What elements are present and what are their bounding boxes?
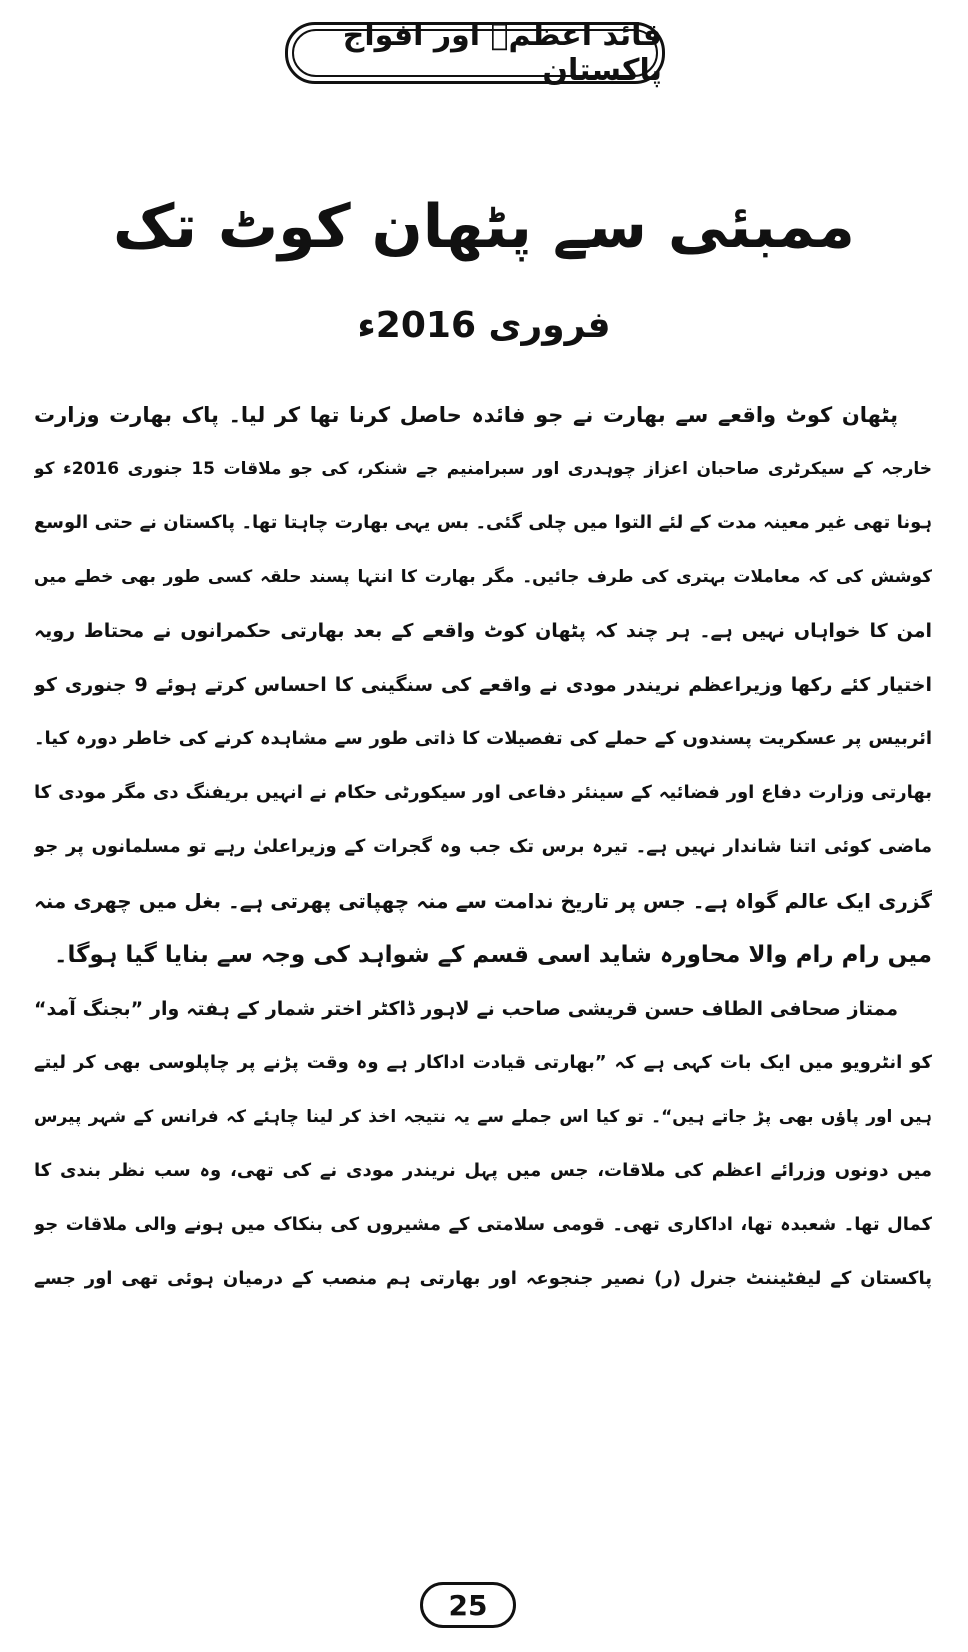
text-line: پاکستان کے لیفٹیننٹ جنرل (ر) نصیر جنجوعہ اور بھارتی ہم منصب کے درمیان ہوئی تھی اور جسے — [34, 1268, 932, 1289]
page-number-text: 25 — [448, 1588, 488, 1622]
text-line: ہونا تھی غیر معینہ مدت کے لئے التوا میں چلی گئی۔ بس یہی بھارت چاہتا تھا۔ پاکستان نے حتی الوسع — [34, 512, 932, 533]
chapter-date: فروری 2016ء — [357, 305, 611, 346]
text-line: ائربیس پر عسکریت پسندوں کے حملے کی تفصیلات کا ذاتی طور سے مشاہدہ کرنے کی خاطر دورہ کیا۔ — [34, 728, 932, 749]
text-line: ہیں اور پاؤں بھی پڑ جاتے ہیں“۔ تو کیا اس جملے سے یہ نتیجہ اخذ کر لینا چاہئے کہ فرانس کے شہر پیرس — [34, 1107, 932, 1127]
text-line: کمال تھا۔ شعبدہ تھا، اداکاری تھی۔ قومی سلامتی کے مشیروں کی بنکاک میں ہونے والی ملاقات جو — [34, 1214, 932, 1235]
body-text — [34, 388, 932, 1306]
text-line: خارجہ کے سیکرٹری صاحبان اعزاز چوہدری اور سبرامنیم جے شنکر، کی جو ملاقات 15 جنوری 2016ء کو — [34, 459, 932, 479]
text-line: پٹھان کوٹ واقعے سے بھارت نے جو فائدہ حاصل کرنا تھا کر لیا۔ پاک بھارت وزارت — [34, 403, 898, 427]
page-number — [420, 1582, 516, 1628]
text-line: اختیار کئے رکھا وزیراعظم نریندر مودی نے واقعے کی سنگینی کا احساس کرتے ہوئے 9 جنوری کو — [34, 674, 932, 696]
text-line: گزری ایک عالم گواہ ہے۔ جس پر تاریخ ندامت سے منہ چھپاتی پھرتی ہے۔ بغل میں چھری منہ — [34, 889, 932, 913]
text-line: ممتاز صحافی الطاف حسن قریشی صاحب نے لاہور ڈاکٹر اختر شمار کے ہفتہ وار ”بجنگ آمد“ — [34, 998, 898, 1020]
text-line: امن کا خواہاں نہیں ہے۔ ہر چند کہ پٹھان کوٹ واقعے کے بعد بھارتی حکمرانوں نے محتاط رویہ — [34, 620, 932, 642]
text-line: کوشش کی کہ معاملات بہتری کی طرف جائیں۔ مگر بھارت کا انتہا پسند حلقہ کسی طور بھی خطے میں — [34, 567, 932, 587]
text-line: میں دونوں وزرائے اعظم کی ملاقات، جس میں پہل نریندر مودی نے کی تھی، وہ سب نظر بندی کا — [34, 1160, 932, 1181]
running-header-text: قائد اعظمؒ اور افواج پاکستان — [342, 18, 662, 88]
running-header — [285, 18, 665, 88]
text-line: بھارتی وزارت دفاع اور فضائیہ کے سینئر دفاعی اور سیکورٹی حکام نے انہیں بریفنگ دی مگر مودی کا — [34, 782, 932, 803]
text-line: میں رام رام والا محاورہ شاید اسی قسم کے شواہد کی وجہ سے بنایا گیا ہوگا۔ — [54, 942, 932, 968]
chapter-title: ممبئی سے پٹھان کوٹ تک — [113, 192, 855, 262]
text-line: ماضی کوئی اتنا شاندار نہیں ہے۔ تیرہ برس تک جب وہ گجرات کے وزیراعلیٰ رہے تو مسلمانوں پر جو — [34, 836, 932, 857]
text-line: کو انٹرویو میں ایک بات کہی ہے کہ ”بھارتی قیادت اداکار ہے وہ وقت پڑنے پر چاپلوسی بھی کر لیتے — [34, 1052, 932, 1073]
